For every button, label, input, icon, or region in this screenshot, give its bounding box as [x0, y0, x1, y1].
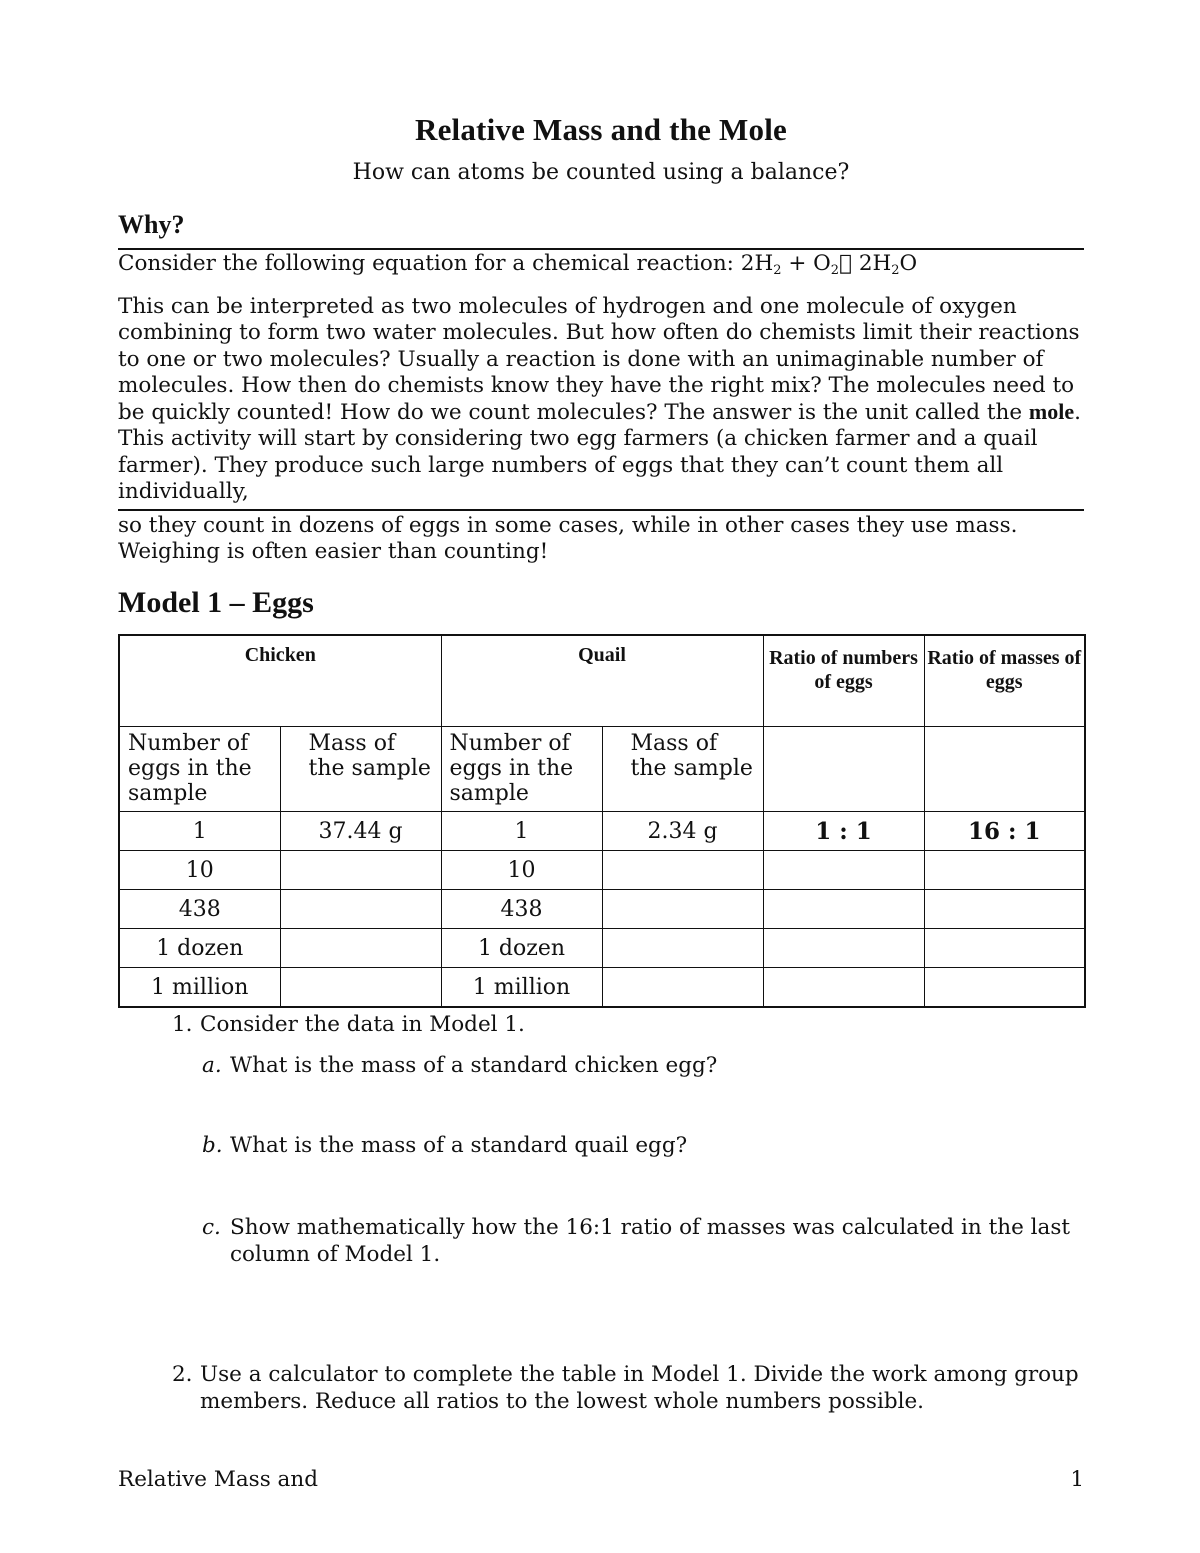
- mole-term: mole: [1028, 399, 1075, 425]
- table-cell[interactable]: [924, 851, 1085, 890]
- eq-subscript: 2: [830, 263, 840, 278]
- table-header-row: [119, 635, 1085, 727]
- table-cell[interactable]: [602, 929, 763, 968]
- table-cell: 37.44 g: [280, 812, 441, 851]
- table-cell[interactable]: [763, 890, 924, 929]
- table-cell: 1 dozen: [119, 929, 280, 968]
- eq-term:   2H: [839, 251, 892, 276]
- table-cell: 16 : 1: [924, 812, 1085, 851]
- intro-paragraph: [118, 294, 1084, 505]
- subheader-quail-number: Number of eggs in the sample: [441, 727, 602, 812]
- question-letter: c.: [202, 1215, 221, 1240]
- table-cell: 1 million: [441, 968, 602, 1008]
- model1-table: [118, 634, 1086, 1008]
- question-number: 1.: [172, 1012, 193, 1037]
- question-1: [172, 1011, 525, 1038]
- intro-paragraph-end: so they count in dozens of eggs in some cases, while in other cases they use mass. Weighing is often easier than counting!: [118, 513, 1018, 565]
- question-1c: [202, 1214, 1084, 1268]
- table-cell[interactable]: [763, 851, 924, 890]
- subheader-chicken-mass: Mass of the sample: [280, 727, 441, 812]
- header-ratio-numbers: Ratio of numbers of eggs: [763, 635, 924, 727]
- table-cell: 10: [441, 851, 602, 890]
- subheader-empty: [924, 727, 1085, 812]
- table-cell[interactable]: [280, 929, 441, 968]
- eq-subscript: 2: [891, 263, 900, 278]
- table-cell: 1 million: [119, 968, 280, 1008]
- model-heading: Model 1 – Eggs: [118, 586, 314, 619]
- question-2: [172, 1361, 1084, 1415]
- subheader-quail-mass: Mass of the sample: [602, 727, 763, 812]
- question-text: Show mathematically how the 16:1 ratio of masses was calculated in the last column of Model 1.: [230, 1215, 1071, 1267]
- question-1b: [202, 1132, 1084, 1159]
- table-cell: 438: [119, 890, 280, 929]
- section-divider: [118, 248, 1084, 250]
- why-heading: Why?: [118, 210, 185, 239]
- table-cell[interactable]: [924, 968, 1085, 1008]
- table-cell: 1: [119, 812, 280, 851]
- page-number: 1: [1070, 1467, 1084, 1492]
- table-cell: 438: [441, 890, 602, 929]
- table-subheader-row: [119, 727, 1085, 812]
- eq-subscript: 2: [773, 263, 782, 278]
- table-cell[interactable]: [602, 890, 763, 929]
- header-ratio-masses: Ratio of masses of eggs: [924, 635, 1085, 727]
- table-cell[interactable]: [763, 929, 924, 968]
- table-row: [119, 968, 1085, 1008]
- header-chicken: Chicken: [119, 635, 441, 727]
- footer-title: Relative Mass and: [118, 1467, 318, 1492]
- table-cell: 10: [119, 851, 280, 890]
- page-subtitle: How can atoms be counted using a balance?: [352, 160, 850, 185]
- question-text: What is the mass of a standard quail egg?: [230, 1133, 688, 1158]
- table-cell: 2.34 g: [602, 812, 763, 851]
- table-cell: 1 : 1: [763, 812, 924, 851]
- table-cell[interactable]: [602, 968, 763, 1008]
- question-letter: b.: [202, 1133, 223, 1158]
- table-cell[interactable]: [280, 851, 441, 890]
- table-row: [119, 812, 1085, 851]
- page-title: Relative Mass and the Mole: [415, 112, 787, 147]
- table-row: [119, 851, 1085, 890]
- intro-text-continued: . This activity will start by considering two egg farmers (a chicken farmer and a quail farmer). They produce such large numbers of eggs that they can’t count them all individually,: [118, 400, 1081, 505]
- eq-term: + O: [781, 251, 831, 276]
- table-cell[interactable]: [602, 851, 763, 890]
- table-row: [119, 929, 1085, 968]
- eq-term: 2H: [740, 251, 774, 276]
- subheader-chicken-number: Number of eggs in the sample: [119, 727, 280, 812]
- equation-intro: Consider the following equation for a chemical reaction:: [118, 251, 741, 276]
- table-cell: 1 dozen: [441, 929, 602, 968]
- subheader-empty: [763, 727, 924, 812]
- eq-term: O: [899, 251, 918, 276]
- question-text: What is the mass of a standard chicken egg?: [230, 1053, 718, 1078]
- table-cell: 1: [441, 812, 602, 851]
- table-cell[interactable]: [924, 890, 1085, 929]
- question-number: 2.: [172, 1362, 193, 1387]
- equation-line: [118, 251, 917, 278]
- question-letter: a.: [202, 1053, 222, 1078]
- table-cell[interactable]: [280, 890, 441, 929]
- equation: [741, 251, 917, 276]
- table-cell[interactable]: [924, 929, 1085, 968]
- table-cell[interactable]: [280, 968, 441, 1008]
- intro-text: This can be interpreted as two molecules of hydrogen and one molecule of oxygen combining to form two water molecules. But how often do chemists limit their reactions to one or two molecules? Usually a reaction is done with an unimaginable number of molecules. How then do chemists know they have the right mix? The molecules need to be quickly counted! How do we count molecules? The answer is the unit called the: [118, 294, 1080, 426]
- question-1a: [202, 1052, 1084, 1079]
- question-text: Consider the data in Model 1.: [200, 1012, 525, 1037]
- header-quail: Quail: [441, 635, 763, 727]
- section-divider: [118, 509, 1084, 511]
- question-text: Use a calculator to complete the table in Model 1. Divide the work among group members. Reduce all ratios to the lowest whole numbers possible.: [200, 1362, 1079, 1414]
- table-row: [119, 890, 1085, 929]
- table-cell[interactable]: [763, 968, 924, 1008]
